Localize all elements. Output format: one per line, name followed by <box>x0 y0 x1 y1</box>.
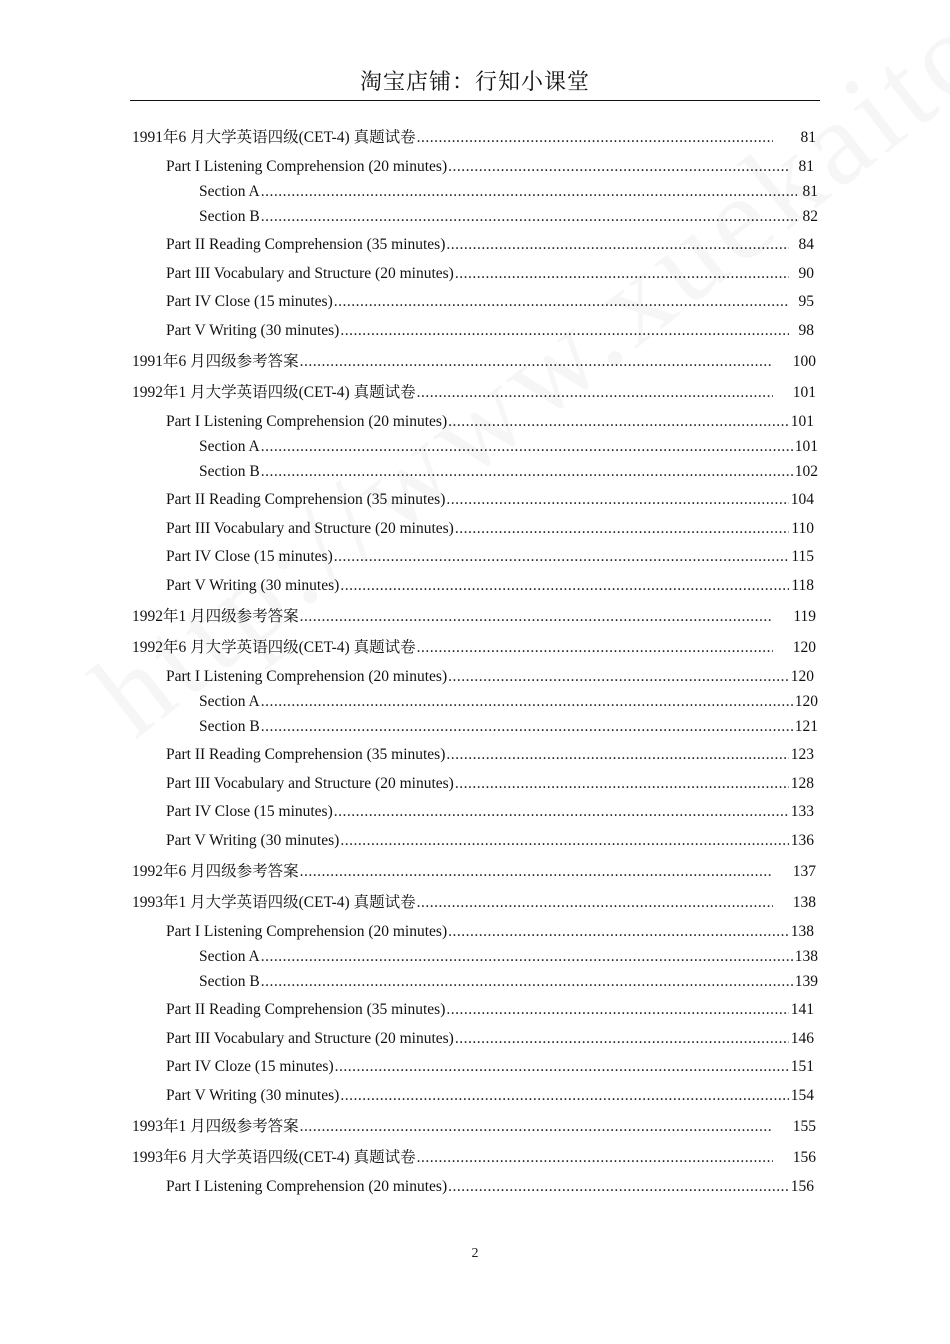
dot-leader <box>446 999 789 1021</box>
toc-entry-level-3[interactable] <box>199 181 818 203</box>
toc-entry-level-2[interactable] <box>166 291 814 313</box>
dot-leader <box>417 1147 773 1169</box>
toc-entry-level-2[interactable] <box>166 575 814 597</box>
toc-entry-title: Part IV Close (15 minutes) <box>166 293 333 310</box>
toc-entry-page: 128 <box>790 775 814 792</box>
toc-entry-title: Part V Writing (30 minutes) <box>166 322 340 339</box>
dot-leader <box>261 971 794 993</box>
dot-leader <box>448 411 789 433</box>
toc-entry-title: Part V Writing (30 minutes) <box>166 1087 340 1104</box>
toc-entry-page: 151 <box>790 1058 814 1075</box>
toc-entry-page: 123 <box>790 746 814 763</box>
page-header: 淘宝店铺：行知小课堂 <box>130 66 820 101</box>
dot-leader <box>455 518 789 540</box>
toc-entry-page: 139 <box>794 973 818 990</box>
dot-leader <box>446 234 789 256</box>
dot-leader <box>340 575 789 597</box>
toc-entry-level-3[interactable] <box>199 206 818 228</box>
dot-leader <box>417 637 773 659</box>
toc-entry-page: 101 <box>790 413 814 430</box>
dot-leader <box>455 1028 789 1050</box>
toc-entry-page: 81 <box>798 158 814 175</box>
toc-entry-level-2[interactable] <box>166 234 814 256</box>
dot-leader <box>417 382 773 404</box>
dot-leader <box>340 320 789 342</box>
dot-leader <box>300 1116 773 1138</box>
toc-entry-title: 1991年6 月四级参考答案 <box>132 353 299 370</box>
toc-entry-page: 98 <box>798 322 814 339</box>
toc-entry-title: Part IV Close (15 minutes) <box>166 548 333 565</box>
dot-leader <box>446 489 789 511</box>
toc-entry-title: Section A <box>199 948 260 965</box>
toc-entry-title: Section B <box>199 463 260 480</box>
toc-entry-level-2[interactable] <box>166 546 814 568</box>
toc-entry-title: 1992年6 月大学英语四级(CET-4) 真题试卷 <box>132 639 416 656</box>
toc-entry-title: Part I Listening Comprehension (20 minutes) <box>166 413 448 430</box>
toc-entry-title: Part V Writing (30 minutes) <box>166 832 340 849</box>
toc-entry-page: 82 <box>802 208 818 225</box>
toc-entry-title: Part III Vocabulary and Structure (20 minutes) <box>166 775 454 792</box>
toc-entry-level-2[interactable] <box>166 411 814 433</box>
toc-entry-level-2[interactable] <box>166 666 814 688</box>
toc-entry-title: Part IV Close (15 minutes) <box>166 803 333 820</box>
toc-entry-page: 115 <box>791 548 814 565</box>
dot-leader <box>261 206 797 228</box>
toc-entry-title: Section B <box>199 718 260 735</box>
toc-entry-level-1[interactable] <box>132 606 818 628</box>
dot-leader <box>455 263 789 285</box>
toc-entry-page: 95 <box>798 293 814 310</box>
dot-leader <box>417 127 773 149</box>
toc-entry-level-2[interactable] <box>166 1056 814 1078</box>
toc-entry-page: 133 <box>790 803 814 820</box>
toc-entry-page: 146 <box>790 1030 814 1047</box>
toc-entry-level-1[interactable] <box>132 351 818 373</box>
toc-entry-level-1[interactable] <box>132 1147 818 1169</box>
dot-leader <box>334 801 789 823</box>
toc-entry-level-2[interactable] <box>166 263 814 285</box>
toc-entry-page: 100 <box>792 353 816 370</box>
toc-entry-title: Part III Vocabulary and Structure (20 minutes) <box>166 265 454 282</box>
toc-entry-page: 101 <box>794 438 818 455</box>
toc-entry-title: Section A <box>199 438 260 455</box>
toc-entry-level-1[interactable] <box>132 127 818 149</box>
toc-entry-level-3[interactable] <box>199 716 818 738</box>
toc-entry-level-2[interactable] <box>166 1085 814 1107</box>
toc-entry-level-2[interactable] <box>166 1176 814 1198</box>
toc-entry-title: Part II Reading Comprehension (35 minutes) <box>166 236 446 253</box>
toc-entry-level-1[interactable] <box>132 892 818 914</box>
dot-leader <box>300 351 773 373</box>
toc-entry-page: 156 <box>792 1149 816 1166</box>
toc-entry-title: Section B <box>199 973 260 990</box>
toc-entry-page: 156 <box>790 1178 814 1195</box>
dot-leader <box>261 181 797 203</box>
dot-leader <box>334 546 789 568</box>
toc-entry-title: 1992年1 月四级参考答案 <box>132 608 299 625</box>
toc-entry-title: Part III Vocabulary and Structure (20 minutes) <box>166 1030 454 1047</box>
toc-entry-title: Part IV Cloze (15 minutes) <box>166 1058 334 1075</box>
dot-leader <box>300 861 773 883</box>
toc-entry-page: 137 <box>792 863 816 880</box>
toc-entry-title: Section A <box>199 183 260 200</box>
toc-entry-page: 120 <box>790 668 814 685</box>
toc-entry-level-1[interactable] <box>132 637 818 659</box>
toc-entry-level-3[interactable] <box>199 691 818 713</box>
toc-entry-level-2[interactable] <box>166 1028 814 1050</box>
dot-leader <box>261 461 794 483</box>
toc-entry-page: 81 <box>802 183 818 200</box>
toc-entry-level-2[interactable] <box>166 830 814 852</box>
toc-entry-title: 1992年6 月四级参考答案 <box>132 863 299 880</box>
dot-leader <box>334 291 789 313</box>
toc-entry-title: 1993年6 月大学英语四级(CET-4) 真题试卷 <box>132 1149 416 1166</box>
dot-leader <box>446 744 789 766</box>
page-number: 2 <box>471 1246 479 1261</box>
toc-entry-title: Part I Listening Comprehension (20 minutes) <box>166 923 448 940</box>
toc-entry-level-2[interactable] <box>166 801 814 823</box>
toc-entry-level-3[interactable] <box>199 436 818 458</box>
toc-entry-level-1[interactable] <box>132 382 818 404</box>
dot-leader <box>261 691 794 713</box>
toc-entry-page: 155 <box>792 1118 816 1135</box>
toc-entry-level-1[interactable] <box>132 861 818 883</box>
toc-entry-title: Part V Writing (30 minutes) <box>166 577 340 594</box>
toc-entry-page: 110 <box>791 520 814 537</box>
toc-entry-title: Part III Vocabulary and Structure (20 minutes) <box>166 520 454 537</box>
toc-entry-page: 120 <box>792 639 816 656</box>
toc-entry-page: 90 <box>798 265 814 282</box>
toc-entry-page: 81 <box>800 129 816 146</box>
toc-entry-level-3[interactable] <box>199 971 818 993</box>
toc-entry-level-3[interactable] <box>199 461 818 483</box>
toc-entry-title: Part II Reading Comprehension (35 minutes) <box>166 1001 446 1018</box>
toc-entry-level-2[interactable] <box>166 773 814 795</box>
toc-entry-level-2[interactable] <box>166 320 814 342</box>
toc-entry-level-2[interactable] <box>166 518 814 540</box>
toc-entry-level-2[interactable] <box>166 999 814 1021</box>
dot-leader <box>300 606 773 628</box>
toc-entry-page: 119 <box>793 608 816 625</box>
toc-entry-level-2[interactable] <box>166 744 814 766</box>
toc-entry-level-2[interactable] <box>166 489 814 511</box>
toc-entry-level-2[interactable] <box>166 921 814 943</box>
toc-entry-page: 136 <box>790 832 814 849</box>
toc-entry-page: 121 <box>794 718 818 735</box>
dot-leader <box>261 436 794 458</box>
toc-entry-level-1[interactable] <box>132 1116 818 1138</box>
toc-entry-page: 138 <box>792 894 816 911</box>
toc-entry-title: Part I Listening Comprehension (20 minutes) <box>166 1178 448 1195</box>
dot-leader <box>448 1176 789 1198</box>
toc-entry-title: 1993年1 月大学英语四级(CET-4) 真题试卷 <box>132 894 416 911</box>
toc-entry-title: Part I Listening Comprehension (20 minutes) <box>166 668 448 685</box>
toc-entry-page: 104 <box>790 491 814 508</box>
toc-entry-title: Section B <box>199 208 260 225</box>
toc-entry-page: 138 <box>790 923 814 940</box>
toc-entry-page: 138 <box>794 948 818 965</box>
toc-entry-page: 101 <box>792 384 816 401</box>
dot-leader <box>455 773 789 795</box>
toc-entry-page: 141 <box>790 1001 814 1018</box>
dot-leader <box>340 1085 789 1107</box>
toc-entry-page: 118 <box>791 577 814 594</box>
dot-leader <box>261 946 794 968</box>
dot-leader <box>335 1056 789 1078</box>
dot-leader <box>448 156 789 178</box>
dot-leader <box>261 716 794 738</box>
toc-entry-title: 1991年6 月大学英语四级(CET-4) 真题试卷 <box>132 129 416 146</box>
dot-leader <box>417 892 773 914</box>
toc-entry-title: Section A <box>199 693 260 710</box>
dot-leader <box>448 921 789 943</box>
toc-entry-page: 120 <box>794 693 818 710</box>
toc-entry-title: 1992年1 月大学英语四级(CET-4) 真题试卷 <box>132 384 416 401</box>
toc-entry-page: 102 <box>794 463 818 480</box>
toc-entry-page: 84 <box>798 236 814 253</box>
toc-entry-title: Part II Reading Comprehension (35 minutes) <box>166 746 446 763</box>
toc-entry-title: Part II Reading Comprehension (35 minutes) <box>166 491 446 508</box>
toc-entry-title: 1993年1 月四级参考答案 <box>132 1118 299 1135</box>
toc-entry-page: 154 <box>790 1087 814 1104</box>
toc-entry-title: Part I Listening Comprehension (20 minutes) <box>166 158 448 175</box>
dot-leader <box>448 666 789 688</box>
dot-leader <box>340 830 789 852</box>
toc-entry-level-2[interactable] <box>166 156 814 178</box>
toc-entry-level-3[interactable] <box>199 946 818 968</box>
